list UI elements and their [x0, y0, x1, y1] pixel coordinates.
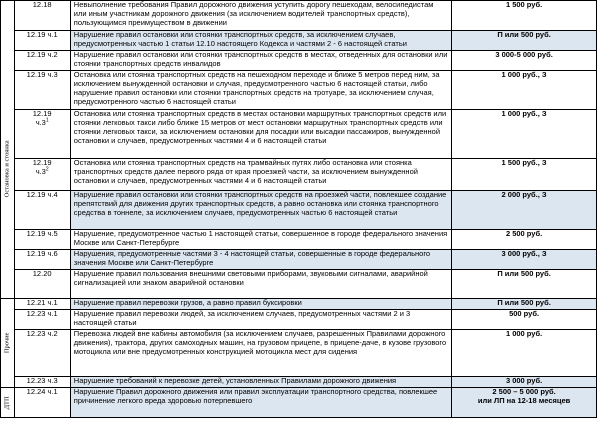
penalty-cell: П или 500 руб.: [452, 299, 597, 310]
description-cell: Остановка или стоянка транспортных средств в местах остановки маршрутных транспортных средств или стоянки легковых такси либо ближе 15 метров от мест остановки маршрутных транспортных средств или стоянки легковых такси, за исключением остановки для посадки или высадки пассажиров, вынужденной остановки и случаев, предусмотренных частями 4 и 6 настоящей статьи: [70, 110, 451, 159]
article-part: ч.3: [35, 166, 46, 176]
table-row: [1, 71, 597, 110]
article-cell: 12.21 ч.1: [14, 299, 70, 310]
article-part: ч.3: [35, 117, 46, 127]
article-cell: 12.19 ч.3: [14, 71, 70, 110]
penalty-cell: 3 000-5 000 руб.: [452, 51, 597, 71]
description-cell: Нарушение правил перевозки грузов, а равно правил буксировки: [70, 299, 451, 310]
table-row: [1, 31, 597, 51]
penalty-alternative: или ЛП на 12-18 месяцев: [477, 395, 571, 405]
penalty-cell: 1 000 руб.: [452, 330, 597, 377]
article-number: 12.19: [32, 158, 52, 167]
description-cell: Нарушение Правил дорожного движения или правил эксплуатации транспортного средства, повлекшее причинение легкого вреда здоровью потерпевшего: [70, 388, 451, 418]
table-row: [1, 51, 597, 71]
article-superscript: 1: [45, 117, 49, 124]
article-cell: 12.23 ч.2: [14, 330, 70, 377]
description-cell: Нарушение, предусмотренное частью 1 настоящей статьи, совершенное в городе федерального значения Москве или Санкт-Петербурге: [70, 230, 451, 250]
table-row: [1, 191, 597, 230]
article-number: 12.19: [32, 109, 52, 118]
table-row: [1, 310, 597, 330]
table-row: [1, 250, 597, 270]
section-label-parking: Остановка и стоянка: [3, 139, 11, 198]
penalty-cell: 1 500 руб., З: [452, 159, 597, 191]
penalty-cell: П или 500 руб.: [452, 31, 597, 51]
section-label-other: Прочие: [3, 332, 11, 354]
penalty-cell: 3 000 руб.: [452, 377, 597, 388]
penalty-cell: 500 руб.: [452, 310, 597, 330]
description-cell: Остановка или стоянка транспортных средств на трамвайных путях либо остановка или стоянка транспортных средств далее первого ряда от края проезжей части, за исключением вынужденной остановки и случаев, предусмотренных частями 4 и 6 настоящей статьи: [70, 159, 451, 191]
table-row: [1, 230, 597, 250]
penalty-cell: 1 000 руб., З: [452, 71, 597, 110]
description-cell: Остановка или стоянка транспортных средств на пешеходном переходе и ближе 5 метров перед ним, за исключением вынужденной остановки и случая, предусмотренного частью 6 настоящей статьи, либо нарушение правил остановки или стоянки транспортных средств на тротуаре, за исключением случая, предусмотренного частью 6 настоящей статьи: [70, 71, 451, 110]
article-cell: 12.19 ч.6: [14, 250, 70, 270]
section-cell-other: [1, 299, 15, 388]
section-cell-dtp: [1, 388, 15, 418]
article-superscript: 2: [45, 166, 49, 173]
penalty-cell: 1 500 руб.: [452, 1, 597, 31]
article-cell: 12.19 ч.5: [14, 230, 70, 250]
section-cell-parking: [1, 1, 15, 299]
description-cell: Перевозка людей вне кабины автомобиля (за исключением случаев, разрешенных Правилами дорожного движения), трактора, других самоходных машин, на грузовом прицепе, в прицепе-даче, в кузове грузового мотоцикла или вне предусмотренных конструкцией мотоцикла мест для сидения: [70, 330, 451, 377]
section-label-dtp: ДТП: [3, 395, 11, 410]
table-row: [1, 377, 597, 388]
penalty-cell: 2 000 руб., З: [452, 191, 597, 230]
table-row: [1, 159, 597, 191]
description-cell: Нарушение правил остановки или стоянки транспортных средств в местах, отведенных для остановки или стоянки транспортных средств инвалидов: [70, 51, 451, 71]
penalty-cell: 1 000 руб., З: [452, 110, 597, 159]
article-cell: 12.20: [14, 270, 70, 299]
article-cell: 12.24 ч.1: [14, 388, 70, 418]
article-cell: 12.23 ч.3: [14, 377, 70, 388]
penalty-cell: 3 000 руб., З: [452, 250, 597, 270]
table-row: [1, 110, 597, 159]
penalty-cell: [452, 388, 597, 418]
article-cell: 12.19 ч.4: [14, 191, 70, 230]
penalty-cell: 2 500 руб.: [452, 230, 597, 250]
article-cell: 12.19 ч.2: [14, 51, 70, 71]
article-cell: 12.23 ч.1: [14, 310, 70, 330]
article-cell: [14, 110, 70, 159]
penalty-amount: 2 500 – 5 000 руб.: [492, 387, 556, 396]
description-cell: Невыполнение требования Правил дорожного движения уступить дорогу пешеходам, велосипедистам или иным участникам дорожного движения (за исключением водителей транспортных средств), пользующимся преимуществом в движении: [70, 1, 451, 31]
article-cell: 12.19 ч.1: [14, 31, 70, 51]
table-row: [1, 330, 597, 377]
table-row: [1, 270, 597, 299]
description-cell: Нарушение правил остановки или стоянки транспортных средств, за исключением случаев, предусмотренных частью 1 статьи 12.10 настоящего Кодекса и частями 2 - 6 настоящей статьи: [70, 31, 451, 51]
description-cell: Нарушение правил остановки или стоянки транспортных средств на проезжей части, повлекшее создание препятствий для движения других транспортных средств, а равно остановка или стоянка транспортного средства в тоннеле, за исключением случаев, предусмотренных частью 6 настоящей статьи: [70, 191, 451, 230]
description-cell: Нарушение правил пользования внешними световыми приборами, звуковыми сигналами, аварийной сигнализацией или знаком аварийной остановки: [70, 270, 451, 299]
description-cell: Нарушения, предусмотренные частями 3 - 4 настоящей статьи, совершенные в городе федерального значения Москве или Санкт-Петербурге: [70, 250, 451, 270]
description-cell: Нарушение требований к перевозке детей, установленных Правилами дорожного движения: [70, 377, 451, 388]
table-row: [1, 1, 597, 31]
article-cell: [14, 159, 70, 191]
penalty-cell: П или 500 руб.: [452, 270, 597, 299]
table-row: [1, 299, 597, 310]
description-cell: Нарушение правил перевозки людей, за исключением случаев, предусмотренных частями 2 и 3 настоящей статьи: [70, 310, 451, 330]
article-cell: 12.18: [14, 1, 70, 31]
table-row: [1, 388, 597, 418]
